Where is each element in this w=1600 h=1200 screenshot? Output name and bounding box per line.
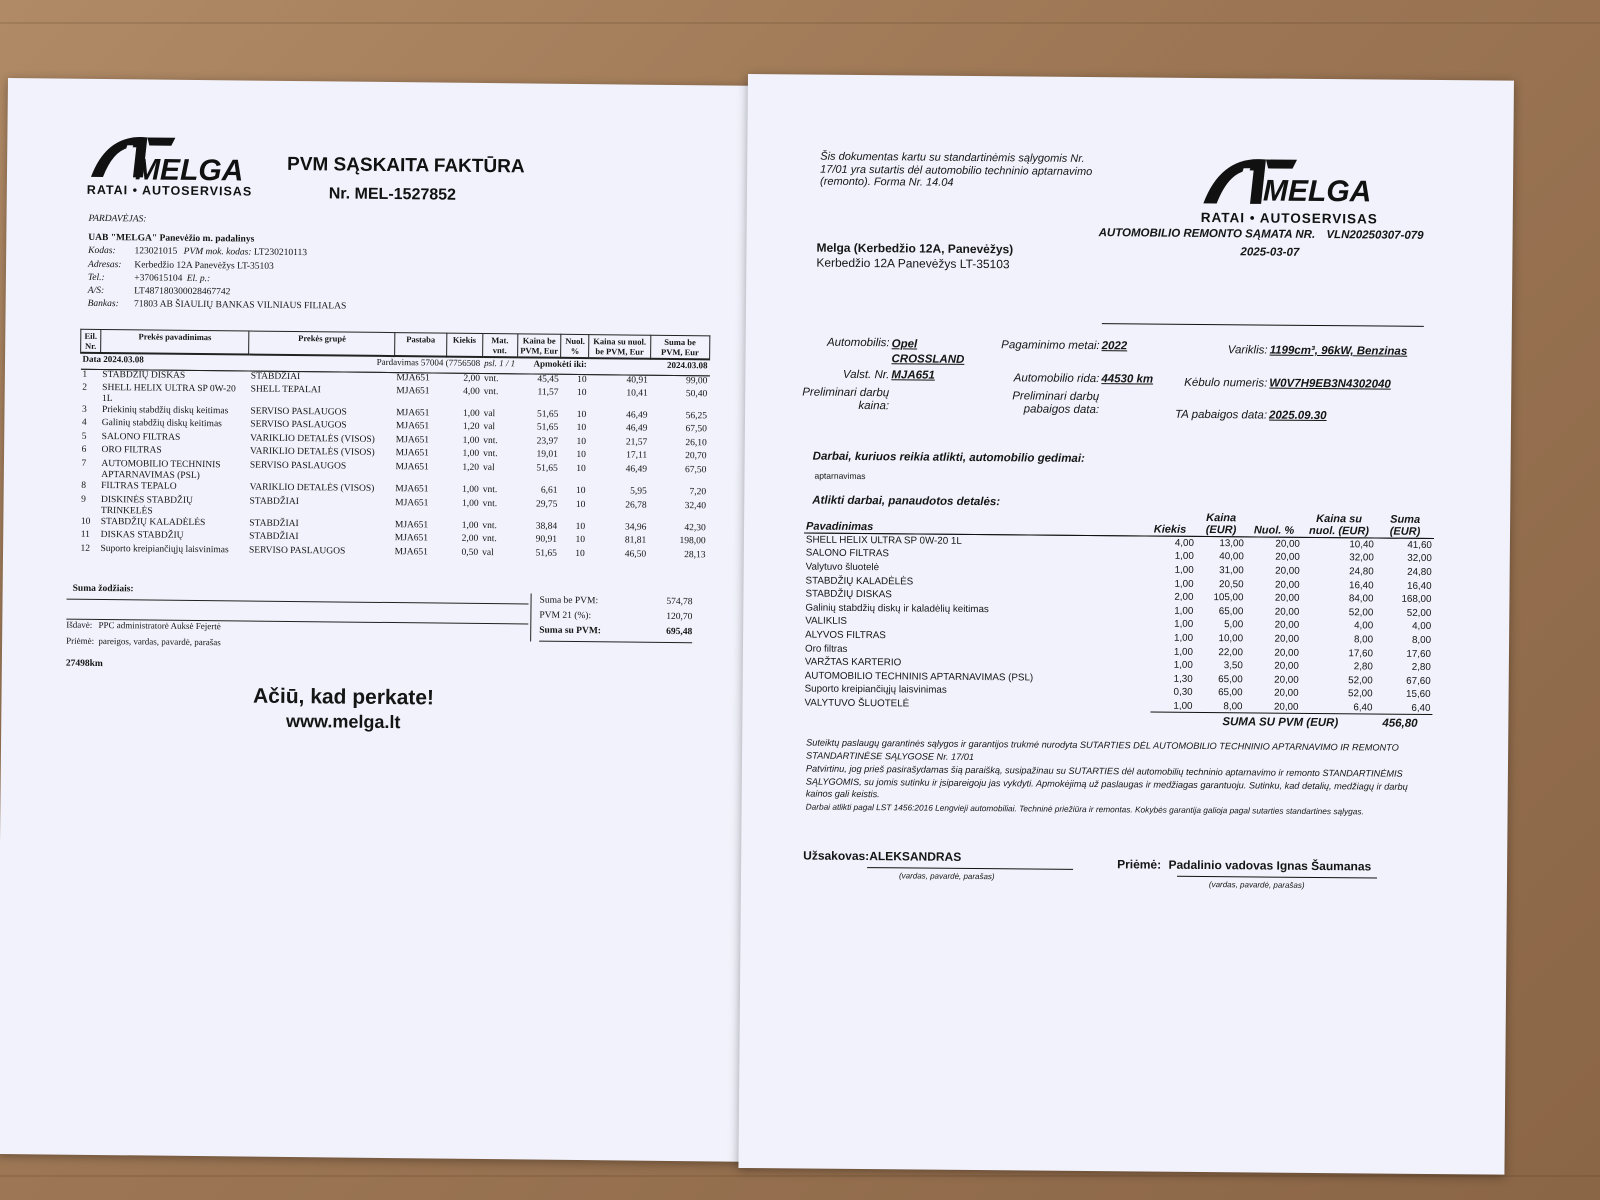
table-cell: 12 — [80, 543, 91, 554]
column-header: Kaina su nuol. (EUR) — [1302, 513, 1376, 538]
table-cell: Valytuvo šluotelė — [805, 561, 880, 574]
table-cell: 1,00 — [1174, 619, 1194, 631]
work-needed-heading: Darbai, kuriuos reikia atlikti, automobilio gedimai: — [812, 450, 1085, 465]
table-cell: 20,00 — [1275, 565, 1300, 577]
table-cell: 10,40 — [1349, 539, 1374, 551]
table-cell: 20,00 — [1274, 687, 1299, 700]
table-cell: 2,00 — [461, 533, 479, 545]
table-cell: 52,00 — [1348, 607, 1374, 619]
table-cell: 1,00 — [462, 435, 480, 446]
column-header: Kiekis — [446, 333, 482, 357]
table-cell: 1,00 — [461, 520, 479, 531]
table-cell: 19,01 — [536, 449, 558, 461]
table-cell: MJA651 — [395, 434, 430, 446]
table-cell: val — [483, 408, 496, 419]
table-cell: VALYTUVO ŠLUOTELĖ — [804, 697, 910, 710]
table-cell: 10,00 — [1218, 633, 1244, 645]
total-amount: 456,80 — [1382, 717, 1418, 730]
table-cell: 168,00 — [1401, 593, 1432, 606]
table-cell: SALONO FILTRAS — [805, 547, 889, 560]
invoice-sheet — [0, 78, 764, 1162]
seller-address: Adresas: Kerbedžio 12A Panevėžys LT-35103 — [87, 259, 274, 272]
table-cell: 51,65 — [536, 409, 559, 420]
header-rule — [1102, 323, 1424, 327]
table-cell: 32,00 — [1349, 552, 1374, 564]
table-cell: 4,00 — [1412, 621, 1432, 633]
table-cell: 3 — [81, 404, 87, 415]
table-cell: 1,00 — [461, 498, 479, 509]
table-cell: 3,50 — [1223, 660, 1243, 672]
table-cell: 2,80 — [1411, 661, 1431, 674]
table-cell: ALYVOS FILTRAS — [805, 629, 886, 642]
table-cell: MJA651 — [394, 533, 429, 544]
column-header: Kiekis — [1144, 511, 1196, 536]
table-cell: 21,57 — [625, 437, 648, 448]
table-cell: Priekinių stabdžių diskų keitimas — [101, 404, 229, 416]
production-year-label: Pagaminimo metai: — [1001, 339, 1100, 353]
invoice-due-date: 2024.03.08 — [589, 358, 710, 375]
table-cell: 51,65 — [536, 422, 559, 433]
table-cell: 90,91 — [535, 534, 558, 545]
table-cell: STABDŽIŲ KALADĖLĖS — [100, 516, 206, 528]
table-cell: 50,40 — [685, 388, 708, 399]
engine: 1199cm³, 96kW, Benzinas — [1269, 344, 1408, 358]
table-cell: MJA651 — [395, 421, 430, 432]
table-cell: 45,45 — [537, 374, 559, 385]
table-cell: 67,60 — [1406, 675, 1431, 687]
table-cell: AUTOMOBILIO TECHNINIS APTARNAVIMAS (PSL) — [101, 458, 221, 481]
table-cell: DISKINĖS STABDŽIŲ TRINKELĖS — [100, 494, 193, 517]
table-cell: STABDŽIAI — [249, 518, 299, 529]
total-label: SUMA SU PVM (EUR) — [1222, 716, 1339, 730]
seller-bank: Bankas: 71803 AB ŠIAULIŲ BANKAS VILNIAUS FILIALAS — [87, 299, 347, 312]
table-cell: 1,00 — [462, 449, 480, 460]
table-cell: 1,00 — [1174, 605, 1194, 617]
table-cell: 1,00 — [462, 484, 479, 495]
table-cell: 65,00 — [1218, 687, 1243, 699]
table-cell: 4,00 — [1354, 620, 1374, 632]
table-cell: 4,00 — [1174, 537, 1194, 549]
table-cell: 1,00 — [1174, 578, 1194, 590]
table-cell: vnt. — [483, 386, 499, 397]
desk-grain — [0, 22, 1600, 24]
seller-block — [88, 213, 348, 314]
column-header: Pastaba — [395, 333, 447, 357]
table-cell: 7 — [81, 458, 87, 469]
table-cell: MJA651 — [395, 448, 429, 459]
table-cell: 13,00 — [1219, 538, 1244, 550]
table-cell: 4,00 — [463, 386, 480, 397]
table-cell: 52,00 — [1348, 688, 1373, 700]
table-cell: 17,60 — [1348, 647, 1374, 660]
table-cell: MJA651 — [395, 462, 429, 473]
table-cell: 52,00 — [1406, 607, 1432, 619]
table-cell: 31,00 — [1219, 565, 1244, 577]
table-cell: 67,50 — [685, 465, 707, 476]
table-cell: 10 — [575, 521, 586, 532]
table-cell: 8 — [81, 480, 87, 491]
table-cell: 20,00 — [1274, 579, 1300, 591]
table-cell: VARŽTAS KARTERIO — [804, 656, 902, 669]
table-cell: 26,78 — [625, 500, 647, 511]
table-cell: 10 — [576, 387, 587, 398]
total-with-vat: Suma su PVM: 695,48 — [539, 624, 692, 644]
table-cell: DISKAS STABDŽIŲ — [100, 530, 184, 542]
table-cell: 20,00 — [1273, 701, 1299, 713]
table-cell: 6,40 — [1353, 702, 1373, 714]
table-cell: 5 — [81, 431, 87, 442]
table-cell: STABDŽIAI — [250, 371, 301, 382]
invoice-number: Nr. MEL-1527852 — [328, 185, 457, 204]
received-by: Priėmė: pareigos, vardas, pavardė, parašas — [66, 635, 221, 648]
table-cell: 38,84 — [535, 521, 558, 532]
table-cell: AUTOMOBILIO TECHNINIS APTARNAVIMAS (PSL) — [804, 670, 1034, 684]
preliminary-end-label: Preliminari darbų pabaigos data: — [1012, 390, 1100, 417]
table-cell: 1,00 — [1174, 564, 1194, 576]
table-cell: 4 — [81, 417, 87, 429]
column-header: Prekės grupė — [249, 331, 395, 356]
totals-rule — [67, 599, 529, 605]
table-cell: 24,80 — [1407, 566, 1432, 578]
contract-intro: Šis dokumentas kartu su standartinėmis sąlygomis Nr. 17/01 yra sutartis dėl automobilio techninio aptarnavimo (remonto). Forma Nr. 14.04 — [820, 150, 1093, 189]
totals-box — [530, 594, 692, 644]
column-header: Nuol. % — [561, 334, 589, 358]
receiver-signature-caption: (vardas, pavardė, parašas) — [1208, 880, 1305, 890]
table-cell: 20,00 — [1274, 633, 1300, 645]
table-cell: 17,11 — [626, 450, 648, 462]
plate-label: Valst. Nr. — [842, 368, 890, 382]
vehicle-model-label: Automobilis: — [826, 336, 890, 350]
table-cell: 51,65 — [536, 463, 558, 474]
table-cell: 29,75 — [535, 499, 558, 510]
column-header: Nuol. % — [1246, 512, 1302, 537]
table-cell: 1,00 — [1173, 659, 1193, 672]
table-cell: MJA651 — [396, 407, 430, 419]
table-cell: 51,65 — [535, 548, 557, 559]
table-cell: 10 — [575, 548, 585, 559]
invoice-page: psl. 1 / 1 — [482, 357, 517, 373]
table-cell: 5,95 — [630, 486, 647, 497]
table-cell: Suporto kreipiančiųjų laisvinimas — [804, 683, 947, 697]
table-cell: 6,61 — [540, 485, 558, 496]
thanks-message: Ačiū, kad perkate! — [252, 684, 435, 710]
table-cell: 56,25 — [685, 410, 708, 421]
receiver-signature: Priėmė: Padalinio vadovas Ignas Šaumanas — [1117, 857, 1372, 874]
table-cell: 40,00 — [1219, 551, 1244, 563]
vin-label: Kėbulo numeris: — [1184, 376, 1268, 390]
table-cell: 46,49 — [625, 464, 648, 475]
vat-amount: PVM 21 (%): 120,70 — [539, 610, 693, 623]
seller-heading: PARDAVĖJAS: — [88, 213, 147, 225]
table-cell: vnt. — [482, 534, 497, 545]
consent-terms: Patvirtinu, jog prieš pasirašydamas šią paraišką, susipažinau su SUTARTIES dėl automobilių techninio aptarnavimo ir remonto STANDARTINĖMIS SĄLYGOMIS, su jomis sutinku ir įsipareigoju jas vykdyti. Apmokėjimą už paslaugas ir medžiagas garantuoju. Sutinku, kad detalių, medžiagų ir darbų kainos gali keistis. — [805, 763, 1408, 800]
table-cell: Oro filtras — [804, 643, 848, 655]
table-cell: SHELL HELIX ULTRA SP 0W-20 1L — [102, 382, 236, 404]
table-cell: 1,00 — [462, 408, 480, 419]
issued-by: Išdavė: PPC administratorė Auksė Fejertė — [66, 619, 221, 632]
table-cell: 105,00 — [1213, 592, 1244, 604]
table-cell: FILTRAS TEPALO — [101, 480, 177, 492]
table-cell: 10 — [576, 409, 587, 420]
customer-signature-line — [867, 867, 1073, 870]
table-cell: 10 — [576, 423, 587, 434]
table-cell: 2,00 — [1174, 591, 1194, 604]
table-cell: SALONO FILTRAS — [101, 431, 181, 443]
table-cell: 10 — [576, 436, 587, 447]
table-cell: 84,00 — [1348, 593, 1374, 605]
engine-label: Variklis: — [1227, 344, 1268, 357]
table-cell: 67,50 — [685, 424, 707, 435]
customer-signature-caption: (vardas, pavardė, parašas) — [898, 871, 995, 882]
seller-name: UAB "MELGA" Panevėžio m. padalinys — [88, 233, 255, 245]
table-cell: vnt. — [482, 498, 498, 509]
table-cell: 20,00 — [1274, 619, 1300, 632]
table-cell: VALIKLIS — [805, 615, 848, 628]
table-cell: MJA651 — [395, 497, 429, 508]
table-cell: MJA651 — [394, 546, 428, 558]
invoice-table — [78, 329, 710, 564]
table-cell: 1,20 — [462, 421, 480, 433]
column-header: Kaina (EUR) — [1196, 512, 1246, 537]
table-cell: ORO FILTRAS — [101, 445, 162, 457]
column-header: Prekės pavadinimas — [101, 329, 250, 354]
table-cell: 20,00 — [1274, 606, 1300, 618]
total-without-vat: Suma be PVM: 574,78 — [539, 595, 693, 608]
invoice-date: Data 2024.03.08 — [80, 353, 249, 371]
table-cell: vnt. — [483, 449, 498, 460]
estimate-date: 2025-03-07 — [1240, 246, 1300, 259]
vin-number: W0V7H9EB3N4302040 — [1269, 377, 1391, 391]
table-cell: val — [483, 422, 496, 433]
table-cell: 1,30 — [1173, 673, 1193, 685]
column-header: Mat. vnt. — [482, 333, 517, 357]
service-end-date: 2025.09.30 — [1268, 409, 1327, 423]
estimate-sheet — [738, 74, 1514, 1175]
table-cell: Galinių stabdžių diskų ir kaladėlių keitimas — [805, 602, 989, 615]
table-cell: vnt. — [483, 435, 498, 446]
table-cell: 11 — [80, 529, 90, 541]
table-cell: 32,40 — [684, 500, 707, 511]
invoice-due-label: Apmokėti iki: — [517, 357, 589, 374]
table-cell: 26,10 — [685, 437, 707, 449]
table-cell: 34,96 — [624, 522, 647, 533]
table-cell: 20,50 — [1218, 578, 1244, 590]
table-cell: 24,80 — [1349, 566, 1374, 578]
column-header: Suma (EUR) — [1376, 513, 1434, 538]
table-cell: 1,00 — [1174, 551, 1194, 563]
table-cell: val — [482, 547, 494, 558]
desk-grain — [0, 1175, 1600, 1177]
table-cell: STABDŽIŲ DISKAS — [805, 588, 892, 601]
mileage: 44530 km — [1101, 373, 1154, 386]
table-cell: 10 — [576, 463, 586, 475]
table-cell: 8,00 — [1353, 634, 1374, 646]
table-cell: 65,00 — [1218, 673, 1243, 686]
table-cell: 1,00 — [1173, 632, 1194, 644]
work-items-table — [802, 509, 1434, 716]
logo-brand: MELGA — [1262, 174, 1372, 209]
table-cell: 20,00 — [1274, 647, 1300, 659]
amount-in-words-label: Suma žodžiais: — [72, 583, 134, 595]
table-cell: 10 — [80, 516, 91, 527]
warranty-terms: Suteiktų paslaugų garantinės sąlygos ir garantijos trukmė nurodyta SUTARTIES DĖL AUTOMOBILIO TECHNINIO APTARNAVIMO IR REMONTO STANDARTINĖSE SĄLYGOSE Nr. 17/01 — [806, 737, 1399, 762]
column-header: Suma be PVM, Eur — [650, 335, 710, 359]
table-cell: vnt. — [482, 484, 498, 496]
table-cell: VARIKLIO DETALĖS (VISOS) — [250, 433, 375, 445]
column-header: Eil. Nr. — [81, 329, 101, 353]
table-cell: 46,50 — [624, 549, 647, 560]
table-cell: 99,00 — [685, 375, 708, 386]
table-cell: 16,40 — [1348, 579, 1374, 592]
table-cell: 15,60 — [1406, 689, 1431, 701]
plate-number: MJA651 — [891, 369, 935, 382]
table-cell: 2,80 — [1353, 661, 1373, 673]
table-cell: SHELL HELIX ULTRA SP 0W-20 1L — [805, 534, 962, 547]
table-cell: 32,00 — [1407, 553, 1432, 565]
table-cell: 198,00 — [679, 536, 706, 547]
table-cell: 20,00 — [1274, 660, 1299, 672]
branch-address: Kerbedžio 12A Panevėžys LT-35103 — [816, 255, 1010, 272]
table-cell: MJA651 — [396, 385, 430, 397]
table-cell: 10 — [575, 535, 586, 546]
receiver-signature-line — [1177, 876, 1377, 879]
column-header: Pavadinimas — [804, 509, 1144, 536]
table-cell: 10 — [577, 374, 587, 385]
logo-subtitle: RATAI • AUTOSERVISAS — [86, 182, 253, 199]
table-cell: 2,00 — [463, 373, 481, 384]
seller-kodas: Kodas: 123021015 PVM mok. kodas: LT230210113 — [88, 246, 308, 259]
production-year: 2022 — [1101, 340, 1128, 353]
table-cell: SHELL TEPALAI — [250, 384, 321, 395]
table-cell: 6 — [81, 445, 87, 456]
table-cell: STABDŽIAI — [249, 531, 299, 543]
table-cell: SERVISO PASLAUGOS — [248, 545, 346, 557]
column-header: Kaina be PVM, Eur — [517, 334, 561, 358]
table-cell: 46,49 — [626, 410, 648, 421]
table-cell: 1 — [82, 369, 88, 380]
table-cell: 17,60 — [1406, 648, 1432, 660]
work-done-heading: Atlikti darbai, panaudotos detalės: — [812, 494, 1001, 509]
table-cell: 10 — [576, 450, 586, 461]
invoice-title: PVM SĄSKAITA FAKTŪRA — [287, 153, 525, 178]
table-cell: 1,00 — [1173, 700, 1193, 712]
table-cell: 0,50 — [461, 547, 479, 558]
preliminary-price-label: Preliminari darbų kaina: — [802, 386, 890, 413]
table-cell: val — [482, 462, 495, 474]
table-cell: 7,20 — [689, 487, 707, 498]
table-cell: 52,00 — [1348, 674, 1373, 687]
table-cell: VARIKLIO DETALĖS (VISOS) — [249, 446, 375, 459]
table-cell: SERVISO PASLAUGOS — [250, 406, 347, 418]
mileage-label: Automobilio rida: — [1013, 372, 1100, 386]
table-cell: 41,60 — [1407, 539, 1432, 552]
table-cell: MJA651 — [395, 484, 429, 495]
table-cell: SERVISO PASLAUGOS — [250, 419, 347, 431]
table-cell: 20,00 — [1274, 674, 1299, 686]
work-needed-text: aptarnavimas — [814, 470, 866, 482]
seller-account: A/S: LT487180300028467742 — [87, 285, 231, 298]
customer-signature: Užsakovas:ALEKSANDRAS — [803, 848, 962, 864]
table-cell: 22,00 — [1218, 646, 1244, 658]
table-cell: vnt. — [482, 520, 498, 531]
table-cell: 10,41 — [626, 388, 648, 399]
table-cell: 1,00 — [1173, 646, 1194, 658]
table-cell: STABDŽIŲ DISKAS — [102, 369, 186, 381]
table-cell: 10 — [575, 499, 586, 510]
table-cell: 8,00 — [1223, 701, 1243, 713]
table-cell: 65,00 — [1218, 605, 1244, 618]
table-cell: 2 — [82, 382, 88, 393]
table-cell: 10 — [575, 485, 586, 497]
table-cell: 20,00 — [1275, 538, 1300, 550]
table-cell: Suporto kreipiančiųjų laisvinimas — [100, 543, 229, 556]
seller-phone: Tel.: +370615104 El. p.: — [87, 272, 211, 284]
mileage-note: 27498km — [65, 658, 103, 670]
service-end-label: TA pabaigos data: — [1174, 408, 1268, 422]
invoice-sale-number: Pardavimas 57004 (7756508 — [249, 355, 482, 373]
table-cell: SERVISO PASLAUGOS — [249, 460, 347, 472]
table-cell: 81,81 — [624, 535, 647, 546]
table-cell: 9 — [81, 494, 86, 505]
table-cell: Galinių stabdžių diskų keitimas — [101, 418, 222, 430]
table-cell: VARIKLIO DETALĖS (VISOS) — [249, 482, 375, 494]
estimate-title: AUTOMOBILIO REMONTO SĄMATA NR. VLN20250307-079 — [1098, 227, 1424, 242]
table-cell: STABDŽIŲ KALADĖLĖS — [805, 575, 914, 588]
vehicle-model: Opel CROSSLAND — [891, 338, 965, 366]
table-cell: 23,97 — [536, 436, 559, 447]
table-cell: STABDŽIAI — [249, 496, 299, 507]
table-cell: 20,00 — [1275, 552, 1300, 564]
table-cell: 5,00 — [1224, 619, 1244, 631]
logo-brand: MELGA — [134, 153, 244, 188]
table-cell: 1,20 — [462, 462, 480, 473]
table-cell: 40,91 — [626, 374, 648, 386]
table-cell: 42,30 — [684, 522, 706, 533]
table-cell: 6,40 — [1411, 702, 1431, 714]
table-cell: 11,57 — [537, 387, 559, 398]
table-cell: 20,00 — [1274, 592, 1300, 605]
branch-name: Melga (Kerbedžio 12A, Panevėžys) — [816, 240, 1014, 257]
column-header: Kaina su nuol. be PVM, Eur — [589, 335, 651, 359]
table-cell: vnt. — [483, 373, 499, 384]
table-cell: 28,13 — [684, 549, 706, 561]
quality-terms: Darbai atlikti pagal LST 1456:2016 Lengvieji automobiliai. Techninė priežiūra ir remontas. Kokybės garantija galioja pagal sutarties standartines sąlygas. — [805, 801, 1364, 817]
table-cell: 0,30 — [1173, 687, 1193, 699]
table-cell: 8,00 — [1411, 634, 1432, 646]
logo-subtitle: RATAI • AUTOSERVISAS — [1200, 209, 1378, 227]
table-cell: 20,70 — [685, 451, 707, 462]
table-cell: MJA651 — [394, 519, 429, 530]
table-cell: MJA651 — [396, 372, 430, 383]
table-cell: 16,40 — [1406, 580, 1432, 592]
website: www.melga.lt — [285, 710, 401, 733]
table-cell: 46,49 — [625, 423, 648, 434]
